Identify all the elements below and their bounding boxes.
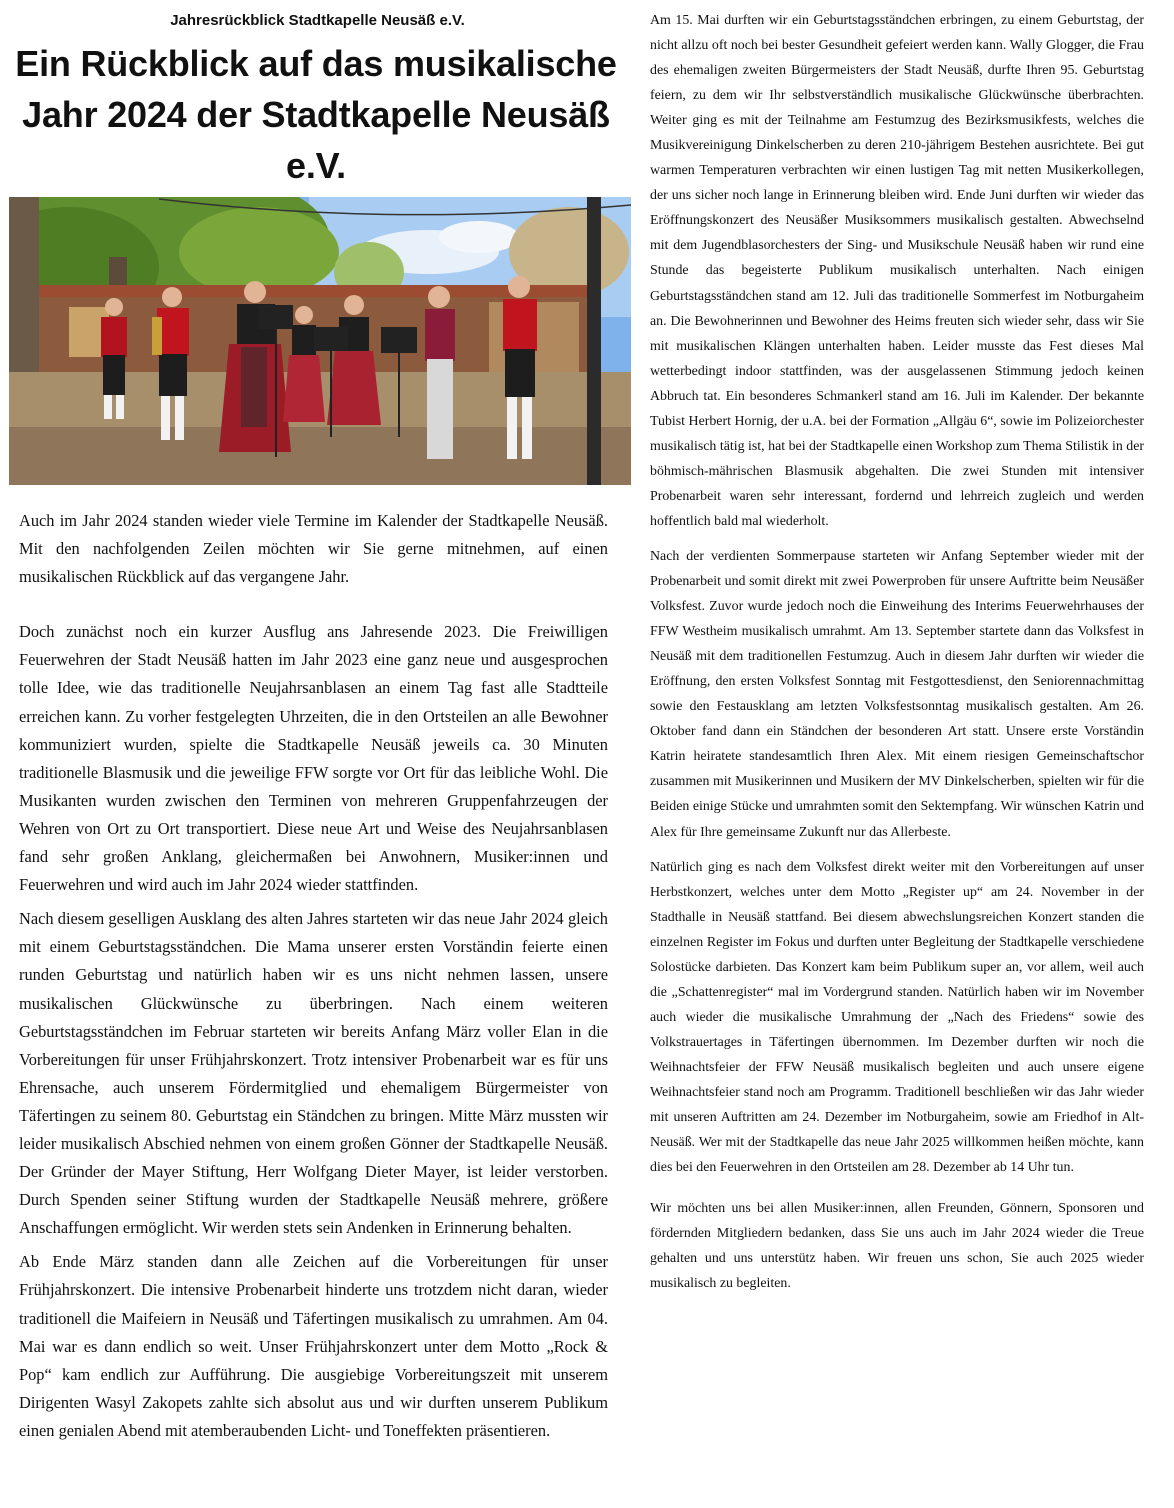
left-column (19, 507, 608, 1445)
band-photo (9, 197, 631, 485)
article-kicker: Jahresrückblick Stadtkapelle Neusäß e.V. (170, 12, 465, 29)
paragraph-neujahrsanblasen: Doch zunächst noch ein kurzer Ausflug ans Jahresende 2023. Die Freiwilligen Feuerwehren der Stadt Neusäß hatten im Jahr 2023 eine ganz neue und ausgesprochen tolle Idee, wie das traditionelle Neujahrsanblasen an einem Tag fast alle Stadtteile erreichen kann. Zu vorher festgelegten Uhrzeiten, die in den Ortsteilen an alle Bewohner kommuniziert wurden, spielte die Stadtkapelle Neusäß jeweils ca. 30 Minuten traditionelle Blasmusik und die jeweilige FFW sorgte vor Ort für das leibliche Wohl. Die Musikanten wurden zwischen den Terminen von mehreren Gruppenfahrzeugen der Wehren von Ort zu Ort transportiert. Diese neue Art und Weise des Neujahrsanblasen fand sehr großen Anklang, gleichermaßen bei Anwohnern, Musiker:innen und Feuerwehren und wird auch im Jahr 2024 wieder stattfinden. (19, 622, 608, 895)
paragraph-intro: Auch im Jahr 2024 standen wieder viele Termine im Kalender der Stadtkapelle Neusäß. Mit den nachfolgenden Zeilen möchten wir Sie gerne mitnehmen, auf einen musikalischen Rückblick auf das vergangene Jahr. (19, 511, 608, 587)
paragraph-herbstkonzert: Natürlich ging es nach dem Volksfest direkt weiter mit den Vorbereitungen auf unser Herbstkonzert, welches unter dem Motto „Register up“ am 24. November in der Stadthalle in Neusäß stattfand. Bei diesem abwechslungsreichen Konzert standen die einzelnen Register im Fokus und durften unter Begleitung der Stadtkapelle verschiedene Solostücke darbieten. Das Konzert kam beim Publikum super an, vor allem, weil auch die „Schattenregister“ mal im Vordergrund standen. Natürlich haben wir im November auch wieder die musikalische Umrahmung der „Nach des Friedens“ sowie des Volkstrauertages in Täfertingen übernommen. Im Dezember durften wir noch die Weihnachtsfeier der FFW Neusäß musikalisch begleiten und auch unsere eigene Weihnachtsfeier stand noch am Programm. Traditionell beschließen wir das Jahr wieder mit unseren Auftritten am 24. Dezember im Notburgaheim, sowie am Friedhof in Alt-Neusäß. Wer mit der Stadtkapelle das neue Jahr 2025 willkommen heißen möchte, kann dies bei den Feuerwehren in den Ortsteilen am 28. Dezember ab 14 Uhr tun. (650, 859, 1144, 1176)
article-headline: Ein Rückblick auf das musikalische Jahr 2024 der Stadtkapelle Neusäß e.V. (15, 43, 617, 186)
paragraph-volksfest: Nach der verdienten Sommerpause starteten wir Anfang September wieder mit der Probenarbeit und somit direkt mit zwei Powerproben für unsere Auftritte beim Neusäßer Volksfest. Zuvor wurde jedoch noch die Einweihung des Interims Feuerwehrhauses der FFW Westheim musikalisch umrahmt. Am 13. September startete dann das Volksfest in Neusäß mit dem traditionellen Festumzug. Auch in diesem Jahr durften wir wieder die Eröffnung, den ersten Volksfest Sonntag mit Festgottesdienst, den Seniorennachmittag sowie den Festausklang am letzten Volksfestsonntag musikalisch gestalten. Am 26. Oktober fand dann ein Ständchen der besonderen Art statt. Unsere erste Vorständin Katrin heiratete standesamtlich Ihren Alex. Mit einem riesigen Gemeinschaftschor zusammen mit Musikerinnen und Musikern der MV Dinkelscherben, spielten wir für die Beiden einige Stücke und umrahmten somit den Sektempfang. Wir wünschen Katrin und Alex für Ihre gemeinsame Zukunft nur das Allerbeste. (650, 548, 1144, 840)
paragraph-jahresbeginn: Nach diesem geselligen Ausklang des alten Jahres starteten wir das neue Jahr 2024 gleich mit einem Geburtstagsständchen. Die Mama unserer ersten Vorständin feierte einen runden Geburtstag und natürlich haben wir es uns nicht nehmen lassen, unsere musikalischen Glückwünsche zu überbringen. Nach einem weiteren Geburtstagsständchen im Februar starteten wir bereits Anfang März voller Elan in die Vorbereitungen für unser Frühjahrskonzert. Trotz intensiver Probenarbeit war es für uns Ehrensache, auch unserem Fördermitglied und ehemaligem Bürgermeister von Täfertingen zu seinem 80. Geburtstag ein Ständchen zu bringen. Mitte März mussten wir leider musikalisch Abschied nehmen von einem großen Gönner der Stadtkapelle Neusäß. Der Gründer der Mayer Stiftung, Herr Wolfgang Dieter Mayer, ist leider verstorben. Durch Spenden seiner Stiftung wurden der Stadtkapelle Neusäß mehrere, größere Anschaffungen ermöglicht. Wir werden stets sein Andenken in Erinnerung behalten. (19, 909, 608, 1238)
paragraph-fruehjahrskonzert: Ab Ende März standen dann alle Zeichen auf die Vorbereitungen für unser Frühjahrskonzert. Die intensive Probenarbeit hinderte uns trotzdem nicht daran, wieder traditionell die Maifeiern in Neusäß und Täfertingen musikalisch zu umrahmen. Am 04. Mai war es dann endlich so weit. Unser Frühjahrskonzert unter dem Motto „Rock & Pop“ kam endlich zur Aufführung. Die ausgiebige Vorbereitungszeit mit unserem Dirigenten Wasyl Zakopets zahlte sich absolut aus und wir durften unserem Publikum einen genialen Abend mit atemberaubenden Licht- und Toneffekten präsentieren. (19, 1252, 608, 1440)
right-column (650, 8, 1144, 1296)
paragraph-sommer: Am 15. Mai durften wir ein Geburtstagsständchen erbringen, zu einem Geburtstag, der nicht allzu oft noch bei bester Gesundheit gefeiert werden kann. Wally Glogger, die Frau des ehemaligen zweiten Bürgermeisters der Stadt Neusäß, durfte Ihren 95. Geburtstag feiern, zu dem wir Ihr selbstverständlich musikalische Glückwünsche überbrachten. Weiter ging es mit der Teilnahme am Festumzug des Bezirksmusikfests, welches die Musikvereinigung Dinkelscherben zu deren 210-jährigem Bestehen ausrichtete. Bei gut warmen Temperaturen verbrachten wir einen lustigen Tag mit netten Musikerkollegen, der uns sicher noch lange in Erinnerung bleiben wird. Ende Juni durften wir wieder das Eröffnungskonzert des Neusäßer Musiksommers musikalisch gestalten. Abwechselnd mit dem Jugendblasorchesters der Sing- und Musikschule Neusäß haben wir rund eine Stunde das begeisterte Publikum musikalisch unterhalten. Nach einigen Geburtstagsständchen stand am 12. Juli das traditionelle Sommerfest im Notburgaheim an. Die Bewohnerinnen und Bewohner des Heims freuten sich wieder sehr, dass wir Sie mit musikalischen Klängen unterhalten haben. Leider musste das Fest dieses Mal wetterbedingt indoor stattfinden, was der ausgelassenen Stimmung jedoch keinen Abbruch tat. Ein besonderes Schmankerl stand am 16. Juli im Kalender. Der bekannte Tubist Herbert Hornig, der u.A. bei der Formation „Allgäu 6“, sowie im Polizeiorchester musikalisch tätig ist, hat bei der Stadtkapelle einen Workshop zum Thema Stilistik in der böhmisch-mährischen Blasmusik abgehalten. Die zwei Stunden mit intensiver Probenarbeit waren sehr interessant, fordernd und lehrreich zugleich und werden hoffentlich bald mal wiederholt. (650, 13, 1144, 529)
paragraph-dank: Wir möchten uns bei allen Musiker:innen, allen Freunden, Gönnern, Sponsoren und fördernden Mitgliedern bedanken, dass Sie uns auch im Jahr 2024 wieder die Treue gehalten und uns unterstütz haben. Wir freuen uns schon, Sie auch 2025 wieder musikalisch zu begleiten. (650, 1201, 1144, 1292)
